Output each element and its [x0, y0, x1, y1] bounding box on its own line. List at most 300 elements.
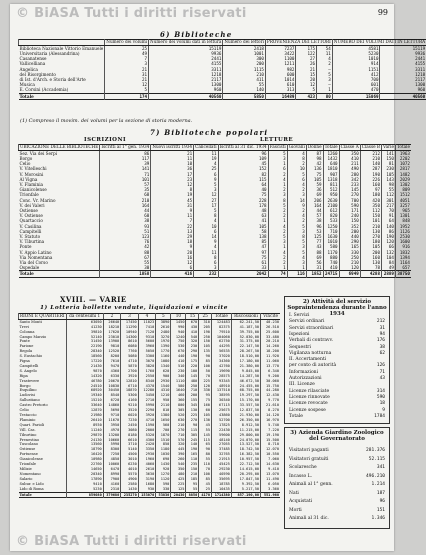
- table-cell: 38: [306, 218, 323, 223]
- table-cell: 24.070,00: [231, 438, 260, 443]
- table-cell: 9870: [66, 369, 103, 374]
- panel-line-label: I. Servizi: [289, 313, 310, 318]
- table-cell: 15069: [332, 93, 380, 99]
- table-cell: 55: [199, 457, 212, 462]
- table-cell: 700: [332, 77, 380, 82]
- table-cell: 105: [360, 244, 381, 249]
- table-cell: 710: [323, 229, 339, 234]
- panel-line-value: 314: [376, 388, 385, 394]
- table-cell: 4: [194, 218, 218, 223]
- table-cell: 4010: [121, 467, 139, 472]
- table-cell: 17220: [66, 359, 103, 364]
- table-cell: 19340: [66, 393, 103, 398]
- table-cell: 21980: [66, 413, 103, 418]
- column-header: RIONI E QUARTIERI: [20, 313, 65, 318]
- table-cell: 56: [306, 260, 323, 265]
- table-cell: 21: [296, 67, 317, 72]
- table-cell: 3: [105, 61, 149, 66]
- table-cell: 17890: [66, 477, 103, 482]
- table-cell: 29.800,00: [231, 433, 260, 438]
- row-label: Campitelli: [19, 228, 42, 234]
- table-cell: 12520: [103, 349, 121, 354]
- row-label: Milizie: [19, 466, 32, 471]
- table-cell: 2418: [223, 45, 266, 51]
- table-cell: 260: [171, 457, 186, 462]
- table-cell: 101: [100, 177, 151, 182]
- row-label: V. Tiburtina: [19, 239, 45, 245]
- table-cell: 1180: [156, 447, 171, 452]
- table-cell: 190: [360, 172, 381, 177]
- table-cell: 35695: [211, 477, 231, 482]
- table-cell: 135: [199, 349, 212, 354]
- table-cell: 1164: [395, 260, 411, 265]
- table-cell: 233: [339, 182, 360, 187]
- row-label: Castro Pretorio: [19, 403, 48, 408]
- row-label: Pigna: [19, 359, 30, 364]
- column-header: Numero dei volumi dati in lettura: [150, 39, 222, 44]
- panel-line-value: 38: [379, 344, 385, 350]
- column-header: UBICAZIONE DELLE BIBLIOTECHE: [20, 144, 99, 149]
- total-row: [19, 93, 426, 99]
- section-7-title: 7) Biblioteche popolari: [150, 128, 269, 137]
- table-cell: 95: [186, 482, 199, 487]
- table-cell: 75: [199, 398, 212, 403]
- table-cell: 7: [151, 218, 194, 223]
- table-cell: 2710: [138, 398, 156, 403]
- table-cell: 250: [339, 255, 360, 260]
- table-cell: 6080: [121, 344, 139, 349]
- panel-line-value: 71: [379, 369, 385, 375]
- section-6-title: 6) Biblioteche: [160, 30, 233, 39]
- panel-line-value: 176: [376, 338, 385, 344]
- table-cell: 1963: [395, 150, 411, 156]
- table-cell: 82375: [211, 325, 231, 330]
- column-header: 10: [171, 314, 186, 320]
- panel-line-label: Animali al 31 dic.: [289, 516, 329, 521]
- table-cell: 2700: [121, 369, 139, 374]
- panel-line-value: 126: [376, 363, 385, 369]
- panel-zoo: [284, 427, 390, 529]
- table-cell: 14860: [103, 403, 121, 408]
- table-cell: 19.297,50: [231, 393, 260, 398]
- table-cell: 1394: [395, 255, 411, 260]
- table-cell: 520: [171, 413, 186, 418]
- table-cell: 1218: [149, 72, 223, 77]
- table-cell: 10: [194, 224, 218, 229]
- table-cell: 9: [194, 177, 218, 182]
- table-cell: 2450: [121, 423, 139, 428]
- table-cell: 350: [171, 467, 186, 472]
- table-cell: 2: [268, 172, 287, 177]
- table-cell: 38: [100, 218, 151, 223]
- table-cell: 4850: [103, 457, 121, 462]
- table-cell: 100: [199, 364, 212, 369]
- table-cell: 212: [360, 150, 381, 156]
- table-cell: 1482: [395, 172, 411, 177]
- table-cell: 4581: [332, 45, 380, 51]
- table-cell: 590: [339, 203, 360, 208]
- table-cell: 3.360: [261, 487, 280, 492]
- table-cell: 3: [194, 265, 218, 271]
- table-cell: 210: [223, 72, 266, 77]
- row-label: Totale: [19, 492, 67, 498]
- table-cell: 78: [360, 265, 381, 271]
- table-cell: 14: [287, 198, 306, 203]
- row-label: del Risorgimento: [19, 71, 56, 77]
- table-cell: 5: [194, 208, 218, 213]
- table-cell: 9.770: [261, 398, 280, 403]
- table-cell: 21: [105, 77, 149, 82]
- table-cell: 48910: [211, 384, 231, 389]
- table-cell: 1590: [138, 423, 156, 428]
- panel-line-label: Ispezioni: [289, 331, 310, 337]
- table-cell: 2100: [323, 203, 339, 208]
- table-cell: 88: [100, 250, 151, 255]
- table-cell: 4: [287, 150, 306, 156]
- table-cell: 342: [339, 177, 360, 182]
- table-cell: 1300: [149, 82, 223, 87]
- table-cell: 1430: [156, 462, 171, 467]
- table-cell: 49: [381, 265, 395, 271]
- table-cell: 290: [186, 349, 199, 354]
- panel-line-value: 52.115: [368, 456, 385, 462]
- table-cell: 7760: [121, 349, 139, 354]
- table-cell: 9810: [103, 344, 121, 349]
- table-cell: 330: [156, 487, 171, 492]
- table-cell: 5: [287, 224, 306, 229]
- table-cell: 93: [100, 224, 151, 229]
- table-cell: 15: [296, 72, 317, 77]
- table-cell: 5870: [121, 364, 139, 369]
- table-cell: 2042: [218, 271, 268, 277]
- table-cell: 7900: [103, 477, 121, 482]
- table-cell: 11: [151, 156, 194, 161]
- table-cell: 11.490: [261, 477, 280, 482]
- table-cell: 100: [199, 472, 212, 477]
- table-cell: 1318: [323, 177, 339, 182]
- table-cell: 12: [151, 182, 194, 187]
- table-cell: 670: [171, 349, 186, 354]
- table-cell: 1512: [395, 192, 411, 197]
- table-cell: 10435: [211, 487, 231, 492]
- table-cell: 65: [199, 442, 212, 447]
- section-6-note: (1) Compreso il movim. dei volumi per la sezione di storia moderna.: [20, 118, 193, 124]
- table-cell: 24510: [66, 384, 103, 389]
- table-cell: 2: [268, 213, 287, 218]
- table-cell: 4288: [360, 271, 381, 277]
- table-cell: 48: [218, 208, 268, 213]
- table-cell: 2630: [323, 198, 339, 203]
- table-cell: 820: [323, 213, 339, 218]
- table-cell: 46780: [66, 379, 103, 384]
- table-cell: 120: [381, 239, 395, 244]
- column-header: Classe B: [361, 144, 380, 149]
- table-cell: 11670: [103, 418, 121, 423]
- table-cell: 2420: [138, 442, 156, 447]
- table-cell: 68.755,00: [231, 388, 260, 393]
- table-cell: 100: [186, 369, 199, 374]
- table-cell: 101: [360, 218, 381, 223]
- table-cell: 5990: [103, 442, 121, 447]
- table-cell: 3: [287, 260, 306, 265]
- table-cell: 900: [156, 374, 171, 379]
- table-cell: 3920: [138, 413, 156, 418]
- table-cell: 9.410: [261, 467, 280, 472]
- table-cell: 33.557,50: [231, 403, 260, 408]
- panel-line-label: Acquistati: [289, 499, 313, 504]
- table-cell: 4: [287, 213, 306, 218]
- table-cell: 3820: [138, 364, 156, 369]
- table-cell: 551.960: [261, 492, 280, 498]
- table-cell: 21: [105, 67, 149, 72]
- table-cell: 18870: [121, 388, 139, 393]
- table-cell: 35: [100, 187, 151, 192]
- table-cell: 880: [323, 255, 339, 260]
- column-header: Donne: [307, 144, 322, 149]
- table-cell: 2117: [149, 77, 223, 82]
- table-cell: 5: [268, 203, 287, 208]
- column-header: 25: [199, 314, 212, 320]
- table-cell: 1: [268, 182, 287, 187]
- table-cell: 61: [218, 260, 268, 265]
- row-label: Santo Monti: [19, 319, 42, 324]
- table-cell: 17.180,00: [231, 359, 260, 364]
- panel-line-label: Nati: [289, 490, 299, 496]
- column-header: 2: [103, 314, 121, 320]
- table-cell: 30.060: [261, 379, 280, 384]
- table-cell: 210: [360, 156, 381, 161]
- panel-line-value: 496.210: [366, 473, 385, 479]
- table-cell: 31450: [66, 339, 103, 344]
- table-cell: 1810: [323, 166, 339, 171]
- table-cell: 125: [171, 487, 186, 492]
- table-cell: 44: [100, 208, 151, 213]
- table-cell: 4: [268, 224, 287, 229]
- table-cell: 2: [268, 229, 287, 234]
- table-cell: 8300: [103, 447, 121, 452]
- table-cell: 125: [306, 234, 323, 239]
- table-cell: 30340: [211, 398, 231, 403]
- table-cell: 5600: [138, 339, 156, 344]
- table-cell: 12: [194, 192, 218, 197]
- row-label: Trionfale: [19, 192, 39, 198]
- table-cell: 52700: [211, 418, 231, 423]
- table-cell: 206: [306, 198, 323, 203]
- table-cell: 1211: [265, 61, 295, 66]
- table-cell: 8990: [103, 472, 121, 477]
- table-cell: 230: [171, 369, 186, 374]
- table-cell: 124483: [211, 319, 231, 324]
- table-cell: 1600: [395, 239, 411, 244]
- table-cell: 6470: [103, 467, 121, 472]
- row-label: V. Statuto: [19, 234, 41, 240]
- table-cell: 42: [100, 244, 151, 249]
- panel-line-label: Licenze revocate: [289, 401, 328, 407]
- table-cell: 270: [339, 192, 360, 197]
- table-cell: 916: [395, 244, 411, 249]
- table-cell: 914: [332, 61, 380, 66]
- table-cell: 11.060: [261, 359, 280, 364]
- table-cell: 3: [287, 229, 306, 234]
- table-cell: 10: [151, 161, 194, 166]
- table-cell: 28340: [66, 349, 103, 354]
- row-label: Ponte: [19, 339, 30, 344]
- table-cell: 3: [268, 192, 287, 197]
- panel-line-value: 341: [376, 465, 385, 470]
- table-cell: 98: [381, 182, 395, 187]
- table-cell: 55: [223, 82, 266, 87]
- row-label: Nomentano: [19, 471, 41, 476]
- table-cell: 45: [199, 482, 212, 487]
- table-cell: 51: [100, 229, 151, 234]
- table-lotteria-title: 1) Lotteria bollette vendute, liquidazioni e vincite: [40, 305, 228, 311]
- table-cell: 11.920: [261, 354, 280, 359]
- table-cell: 8610: [121, 339, 139, 344]
- table-cell: 9.200: [261, 374, 280, 379]
- table-cell: 14.287,50: [231, 374, 260, 379]
- table-cell: 56535: [211, 349, 231, 354]
- table-cell: 410: [171, 359, 186, 364]
- table-cell: 130: [360, 260, 381, 265]
- table-cell: 145: [339, 187, 360, 192]
- table-cell: 200: [339, 229, 360, 234]
- total-row: [19, 271, 411, 277]
- table-cell: 982: [265, 67, 295, 72]
- table-cell: 9710: [103, 413, 121, 418]
- table-cell: 3960: [138, 344, 156, 349]
- table-cell: 63: [218, 213, 268, 218]
- table-cell: 9310: [138, 335, 156, 340]
- table-cell: 37020: [211, 354, 231, 359]
- row-label: Gianicolense: [19, 187, 47, 193]
- table-cell: 95: [199, 393, 212, 398]
- table-cell: 1714380: [211, 492, 231, 498]
- table-cell: 2290: [138, 408, 156, 413]
- table-cell: 140: [223, 87, 266, 93]
- table-cell: 40.230: [261, 319, 280, 324]
- table-cell: 39.755,00: [231, 330, 260, 335]
- table-cell: 75: [306, 172, 323, 177]
- table-cell: 301: [381, 198, 395, 203]
- table-cell: 1680: [138, 482, 156, 487]
- table-cell: 200: [186, 393, 199, 398]
- table-cell: 76: [100, 239, 151, 244]
- table-cell: 18785: [211, 482, 231, 487]
- row-label: Angelica: [19, 66, 38, 72]
- table-cell: 175: [186, 359, 199, 364]
- table-cell: 42760: [211, 364, 231, 369]
- table-cell: 57: [306, 213, 323, 218]
- table-cell: 25.600: [261, 330, 280, 335]
- table-cell: 3257: [395, 203, 411, 208]
- table-cell: 3010: [121, 457, 139, 462]
- table-cell: 17: [194, 203, 218, 208]
- table-cell: 225: [186, 413, 199, 418]
- table-cell: 70: [199, 374, 212, 379]
- table-cell: 200: [360, 250, 381, 255]
- table-cell: 45: [199, 423, 212, 428]
- table-cell: 470: [332, 87, 380, 93]
- table-cell: 18.742,50: [231, 447, 260, 452]
- table-cell: 411: [223, 77, 266, 82]
- table-cell: 31: [306, 265, 323, 271]
- table-cell: 600: [265, 72, 295, 77]
- column-header: Giovani: [288, 144, 305, 149]
- table-cell: 809: [395, 187, 411, 192]
- table-cell: 14300: [121, 335, 139, 340]
- table-cell: 1510: [156, 438, 171, 443]
- panel-line-value: 212: [376, 319, 385, 325]
- table-cell: 4: [194, 161, 218, 166]
- table-cell: 4155: [149, 61, 223, 66]
- panel-line-value: 94: [379, 331, 385, 337]
- table-cell: 180: [360, 192, 381, 197]
- table-cell: 21.930,00: [231, 413, 260, 418]
- table-cell: 180: [360, 239, 381, 244]
- table-cell: 7.220: [261, 428, 280, 433]
- table-cell: 530: [171, 344, 186, 349]
- table-cell: 2: [268, 260, 287, 265]
- table-cell: 12.070: [261, 447, 280, 452]
- table-cell: 12.837,50: [231, 408, 260, 413]
- table-cell: 136: [306, 166, 323, 171]
- table-cell: 5990: [138, 403, 156, 408]
- table-cell: 9410: [66, 482, 103, 487]
- column-header: PROVENIENZA DEI LETTORI: [266, 39, 331, 44]
- table-cell: 630: [171, 418, 186, 423]
- table-cell: 45: [218, 161, 268, 166]
- table-cell: 42: [306, 161, 323, 166]
- table-cell: 75: [218, 192, 268, 197]
- table-cell: 58: [218, 229, 268, 234]
- table-cell: 12: [296, 82, 317, 87]
- table-cell: 24715: [324, 271, 338, 277]
- table-cell: 580: [323, 244, 339, 249]
- row-label: Portuense: [19, 452, 38, 457]
- table-cell: 79510: [211, 330, 231, 335]
- column-header: Vincite: [261, 314, 280, 320]
- table-cell: 1100: [265, 56, 295, 61]
- table-cell: 3630: [138, 472, 156, 477]
- table-cell: 130: [360, 229, 381, 234]
- table-cell: 20: [296, 77, 317, 82]
- table-cell: 2310: [103, 487, 121, 492]
- table-cell: 36: [306, 187, 323, 192]
- table-cell: 64: [218, 182, 268, 187]
- table-cell: 70: [199, 467, 212, 472]
- row-label: di Ist. d'Arch. e Storia dell'Arte: [19, 77, 86, 83]
- table-cell: 31: [105, 72, 149, 77]
- table-cell: 105: [381, 172, 395, 177]
- table-cell: 22.712,50: [231, 462, 260, 467]
- table-cell: 420: [360, 198, 381, 203]
- table-cell: 86: [381, 229, 395, 234]
- table-cell: 160: [199, 403, 212, 408]
- table-cell: 1218: [380, 72, 426, 77]
- table-cell: 8.710: [261, 442, 280, 447]
- table-cell: 14: [194, 234, 218, 239]
- table-cell: 10830: [103, 384, 121, 389]
- table-cell: 9: [194, 239, 218, 244]
- table-cell: 6.050: [261, 482, 280, 487]
- row-label: V. dei Valeri: [19, 202, 45, 208]
- column-header: 5: [156, 314, 171, 320]
- table-cell: 480: [171, 472, 186, 477]
- table-cell: 6610: [121, 438, 139, 443]
- table-cell: 17620: [103, 330, 121, 335]
- document-page: [10, 4, 426, 551]
- table-cell: 110: [186, 457, 199, 462]
